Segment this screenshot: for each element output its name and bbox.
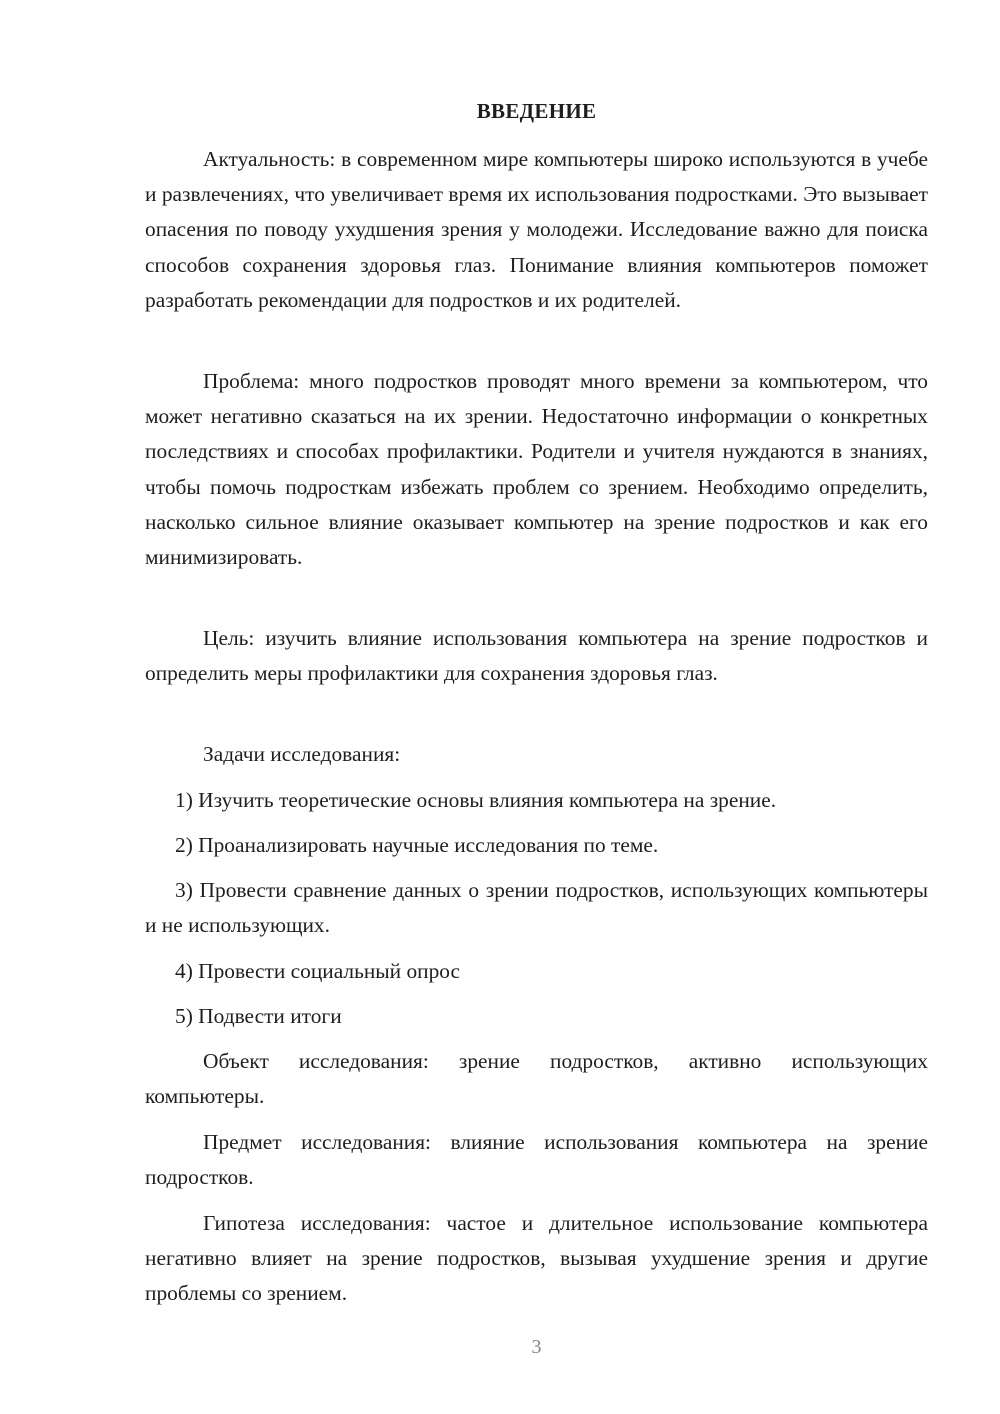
paragraph-object: Объект исследования: зрение подростков, активно использующих компьютеры.: [145, 1049, 928, 1109]
task-item-5: 5) Подвести итоги: [175, 1004, 342, 1028]
tasks-heading: Задачи исследования:: [203, 742, 401, 766]
paragraph-hypothesis: Гипотеза исследования: частое и длительное использование компьютера негативно влияет на зрение подростков, вызывая ухудшение зрения и другие проблемы со зрением.: [145, 1211, 928, 1306]
section-title: ВВЕДЕНИЕ: [476, 99, 597, 123]
paragraph-actuality: Актуальность: в современном мире компьютеры широко используются в учебе и развлечениях, что увеличивает время их использования подростками. Это вызывает опасения по поводу ухудшения зрения у молодежи. Исследование важно для поиска способов сохранения здоровья глаз. Понимание влияния компьютеров поможет разработать рекомендации для подростков и их родителей.: [145, 147, 928, 312]
task-item-4: 4) Провести социальный опрос: [175, 959, 461, 983]
task-item-3: 3) Провести сравнение данных о зрении подростков, использующих компьютеры и не использующих.: [145, 878, 928, 938]
paragraph-problem: Проблема: много подростков проводят много времени за компьютером, что может негативно сказаться на их зрении. Недостаточно информации о конкретных последствиях и способах профилактики. Родители и учителя нуждаются в знаниях, чтобы помочь подросткам избежать проблем со зрением. Необходимо определить, насколько сильное влияние оказывает компьютер на зрение подростков и как его минимизировать.: [145, 369, 928, 570]
task-item-2: 2) Проанализировать научные исследования по теме.: [175, 833, 659, 857]
paragraph-goal: Цель: изучить влияние использования компьютера на зрение подростков и определить меры профилактики для сохранения здоровья глаз.: [145, 626, 928, 686]
task-item-1: 1) Изучить теоретические основы влияния компьютера на зрение.: [175, 788, 777, 812]
paragraph-subject: Предмет исследования: влияние использования компьютера на зрение подростков.: [145, 1130, 928, 1190]
page-number: 3: [531, 1336, 542, 1358]
